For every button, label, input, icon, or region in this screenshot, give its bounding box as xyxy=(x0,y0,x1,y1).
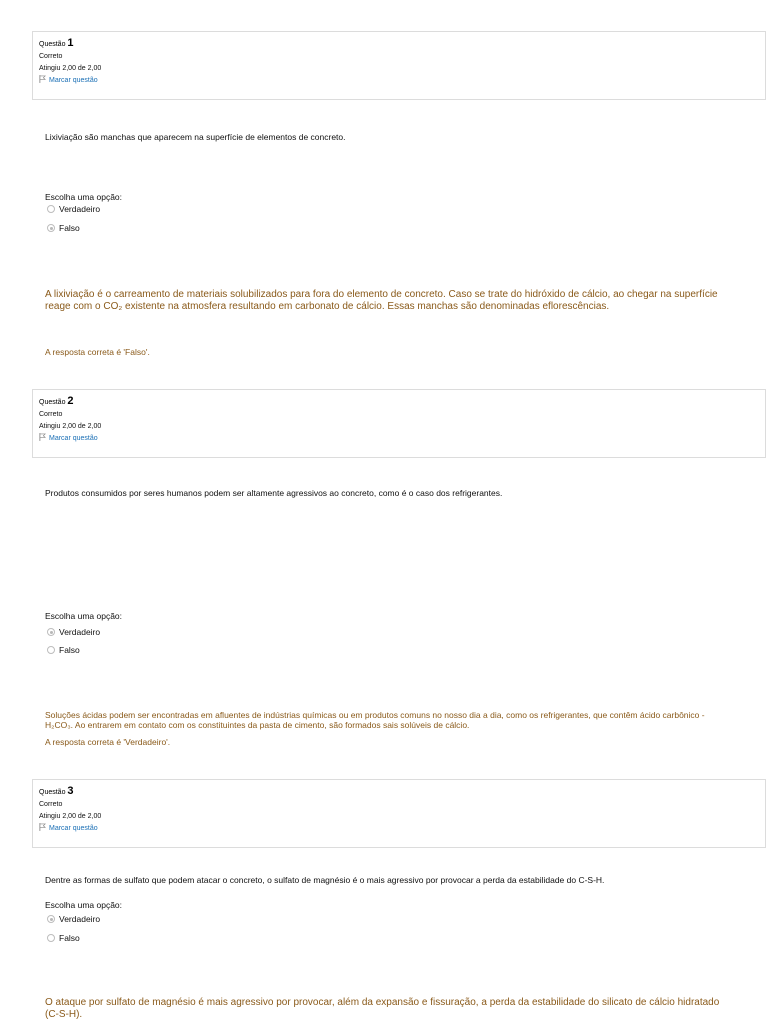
question-text: Dentre as formas de sulfato que podem atacar o concreto, o sulfato de magnésio é o mais agressivo por provocar a perda da estabilidade do C-S-H. xyxy=(45,875,605,885)
feedback-explanation: A lixiviação é o carreamento de materiais solubilizados para fora do elemento de concreto. Caso se trate do hidróxido de cálcio, ao chegar na superfície reage com o CO₂ existente na atmosfera resultando em carbonato de cálcio. Essas manchas são denominadas eflorescências. xyxy=(45,289,718,312)
flag-icon xyxy=(39,75,46,83)
option-verdadeiro[interactable]: Verdadeiro xyxy=(47,627,100,637)
feedback-correct-answer: A resposta correta é 'Falso'. xyxy=(45,347,150,357)
question-score: Atingiu 2,00 de 2,00 xyxy=(39,813,102,820)
answer-prompt: Escolha uma opção: xyxy=(45,192,123,202)
question-1-info xyxy=(32,31,766,100)
radio-button[interactable] xyxy=(47,628,55,636)
question-text: Produtos consumidos por seres humanos podem ser altamente agressivos ao concreto, como é o caso dos refrigerantes. xyxy=(45,488,503,498)
radio-button[interactable] xyxy=(47,205,55,213)
question-2-info xyxy=(32,389,766,458)
question-status: Correto xyxy=(39,411,63,418)
feedback-explanation: Soluções ácidas podem ser encontradas em afluentes de indústrias químicas ou em produtos comuns no nosso dia a dia, como os refrigerantes, que contêm ácido carbônico - H₂CO₃. Ao entrarem em contato com os constituintes da pasta de cimento, são formados sais solúveis de cálcio. xyxy=(45,710,705,731)
flag-question-link[interactable]: Marcar questão xyxy=(39,823,765,835)
answer-prompt: Escolha uma opção: xyxy=(45,611,123,621)
radio-button[interactable] xyxy=(47,934,55,942)
radio-button[interactable] xyxy=(47,915,55,923)
option-falso[interactable]: Falso xyxy=(47,933,80,943)
flag-question-link[interactable]: Marcar questão xyxy=(39,75,765,87)
radio-button[interactable] xyxy=(47,224,55,232)
question-score: Atingiu 2,00 de 2,00 xyxy=(39,65,102,72)
option-falso[interactable]: Falso xyxy=(47,645,80,655)
option-falso[interactable]: Falso xyxy=(47,223,80,233)
question-text: Lixiviação são manchas que aparecem na superfície de elementos de concreto. xyxy=(45,132,346,142)
question-score: Atingiu 2,00 de 2,00 xyxy=(39,423,102,430)
flag-icon xyxy=(39,823,46,831)
flag-icon xyxy=(39,433,46,441)
flag-question-link[interactable]: Marcar questão xyxy=(39,433,765,445)
feedback-correct-answer: A resposta correta é 'Verdadeiro'. xyxy=(45,737,171,747)
radio-button[interactable] xyxy=(47,646,55,654)
question-number: Questão 2 xyxy=(39,395,74,407)
option-verdadeiro[interactable]: Verdadeiro xyxy=(47,204,100,214)
question-number: Questão 1 xyxy=(39,37,74,49)
question-3-info xyxy=(32,779,766,848)
question-number: Questão 3 xyxy=(39,785,74,797)
answer-prompt: Escolha uma opção: xyxy=(45,900,123,910)
question-status: Correto xyxy=(39,53,63,60)
option-verdadeiro[interactable]: Verdadeiro xyxy=(47,914,100,924)
feedback-explanation: O ataque por sulfato de magnésio é mais agressivo por provocar, além da expansão e fissuração, a perda da estabilidade do silicato de cálcio hidratado (C-S-H). xyxy=(45,997,720,1020)
question-status: Correto xyxy=(39,801,63,808)
